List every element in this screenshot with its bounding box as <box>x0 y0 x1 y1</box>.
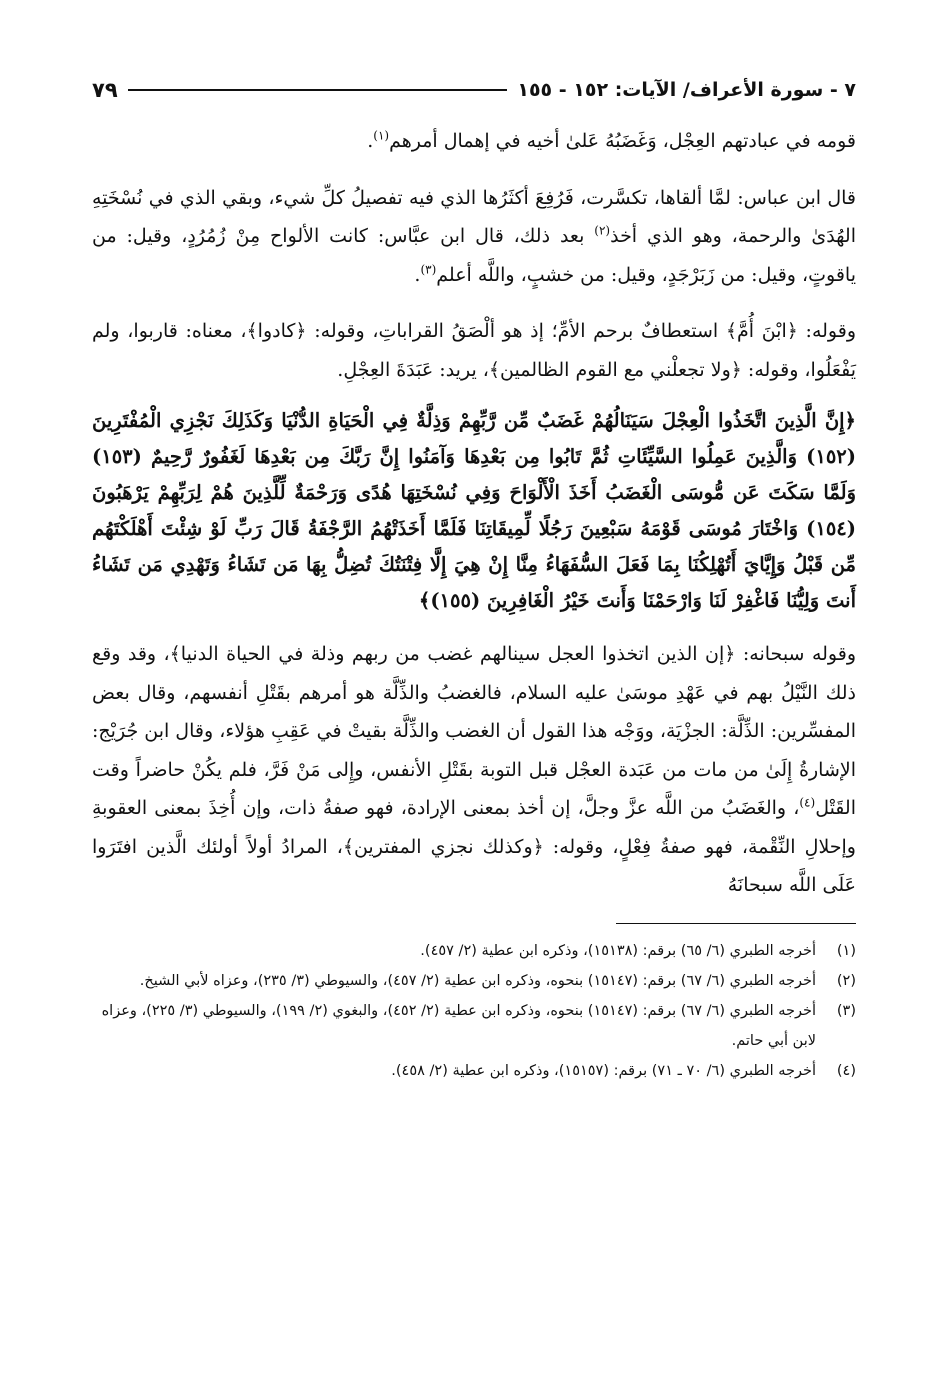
footnote-item <box>92 996 856 1056</box>
footnote-text: أخرجه الطبري (٦/ ٦٧) برقم: (١٥١٤٧) بنحوه، وذكره ابن عطية (٢/ ٤٥٧)، والسيوطي (٣/ ٢٣٥)، وعزاه لأبي الشيخ. <box>139 972 816 989</box>
footnote-item <box>92 1056 856 1086</box>
paragraph-4-text-b: ، والغَضَبُ من اللَّه عزَّ وجلَّ، إن أخذ بمعنى الإرادة، فهو صفةُ ذات، وإن أُخِذَ بمعنى العقوبةِ وإحلالِ النِّقْمة، فهو صفةُ فِعْلٍ، وقوله: ﴿وكذلك نجزي المفترين﴾، المرادُ أولاً أولئك الَّذين افتَرَوا عَلَى اللَّه سبحانَهُ <box>92 797 856 896</box>
paragraph-3: وقوله: ﴿ابْنَ أُمَّ﴾ استعطافٌ برحم الأمِّ؛ إذ هو ألْصَقُ القراباتِ، وقوله: ﴿كادوا﴾، معناه: قاربوا، ولم يَفْعَلُوا، وقوله: ﴿ولا تجعلْني مع القوم الظالمين﴾، يريد: عَبَدَةَ العِجْلِ. <box>92 320 856 381</box>
footnote-number: (٣) <box>836 1002 856 1019</box>
paragraph-2-text-b: بعد ذلك، قال ابن عبَّاس: كانت الألواح مِنْ زُمُرُدٍ، وقيل: من ياقوتٍ، وقيل: من زَبَرْجَدٍ، وقيل: من خشبٍ، واللَّه أعلم <box>92 225 856 286</box>
footnotes <box>92 936 856 1086</box>
paragraph-4 <box>92 635 856 905</box>
paragraph-1-text: قومه في عبادتهم العِجْل، وَغَضَبُهُ عَلىٰ أخيه في إهمال أمرهم <box>389 130 856 152</box>
footnote-text: أخرجه الطبري (٦/ ٧٠ ـ ٧١) برقم: (١٥١٥٧)، وذكره ابن عطية (٢/ ٤٥٨). <box>391 1062 816 1079</box>
footnote-ref-3[interactable]: (٣) <box>420 262 437 277</box>
footnote-text: أخرجه الطبري (٦/ ٦٧) برقم: (١٥١٤٧) بنحوه، وذكره ابن عطية (٢/ ٤٥٢)، والبغوي (٢/ ١٩٩)، والسيوطي (٣/ ٢٢٥)، وعزاه لابن أبي حاتم. <box>101 1002 816 1049</box>
page-number: ٧٩ <box>92 78 118 102</box>
header-rule <box>128 89 508 91</box>
surah-title: ٧ - سورة الأعراف/ الآيات: ١٥٢ - ١٥٥ <box>517 79 856 101</box>
footnote-number: (٤) <box>836 1062 856 1079</box>
paragraph-4-text-a: وقوله سبحانه: ﴿إن الذين اتخذوا العجل سينالهم غضب من ربهم وذلة في الحياة الدنيا﴾، وقد وقع ذلك النَّيْلُ بهم في عَهْدِ موسَىٰ عليه السلام، فالغضبُ والذِّلَّة هو أمرهم بقَتْلِ أنفسهم، وقال بعض المفسِّرين: الذِّلَّة: الجزْيَة، ووَجْه هذا القول أن الغضب والذِّلَّة بقيتْ في عَقِبِ هؤلاء، وقال ابن جُرَيْج: الإشارةُ إِلَىٰ من مات من عَبَدة العجْل قبل التوبة بقَتْلِ الأنفس، وإِلى مَنْ فَرَّ، فلم يكُنْ حاضراً وقت القَتْل <box>92 643 856 819</box>
paragraph-2-text-a: قال ابن عباس: لمَّا ألقاها، تكسَّرت، فَرُفِعَ أكثَرُها الذي فيه تفصيلُ كلِّ شيء، وبقي الذي في نُسْخَتِهِ الهُدَىٰ والرحمة، وهو الذي أخذ <box>92 186 857 247</box>
quran-verses: ﴿إِنَّ الَّذِينَ اتَّخَذُوا الْعِجْلَ سَيَنَالُهُمْ غَضَبٌ مِّن رَّبِّهِمْ وَذِلَّةٌ فِي الْحَيَاةِ الدُّنْيَا وَكَذَلِكَ نَجْزِي الْمُفْتَرِينَ (١٥٢) وَالَّذِينَ عَمِلُوا السَّيِّئَاتِ ثُمَّ تَابُوا مِن بَعْدِهَا وَآمَنُوا إِنَّ رَبَّكَ مِن بَعْدِهَا لَغَفُورٌ رَّحِيمٌ (١٥٣) وَلَمَّا سَكَتَ عَن مُّوسَى الْغَضَبُ أَخَذَ الْأَلْوَاحَ وَفِي نُسْخَتِهَا هُدًى وَرَحْمَةٌ لِّلَّذِينَ هُمْ لِرَبِّهِمْ يَرْهَبُونَ (١٥٤) وَاخْتَارَ مُوسَى قَوْمَهُ سَبْعِينَ رَجُلًا لِّمِيقَاتِنَا فَلَمَّا أَخَذَتْهُمُ الرَّجْفَةُ قَالَ رَبِّ لَوْ شِئْتَ أَهْلَكْتَهُم مِّن قَبْلُ وَإِيَّايَ أَتُهْلِكُنَا بِمَا فَعَلَ السُّفَهَاءُ مِنَّا إِنْ هِيَ إِلَّا فِتْنَتُكَ تُضِلُّ بِهَا مَن تَشَاءُ وَتَهْدِي مَن تَشَاءُ أَنتَ وَلِيُّنَا فَاغْفِرْ لَنَا وَارْحَمْنَا وَأَنتَ خَيْرُ الْغَافِرِينَ (١٥٥)﴾ <box>92 409 856 612</box>
page-header <box>92 70 856 110</box>
footnote-item <box>92 936 856 966</box>
footnote-item <box>92 966 856 996</box>
paragraph-1 <box>92 122 856 161</box>
footnote-text: أخرجه الطبري (٦/ ٦٥) برقم: (١٥١٣٨)، وذكره ابن عطية (٢/ ٤٥٧). <box>420 942 816 959</box>
paragraph-2-end: . <box>414 263 421 286</box>
footnote-number: (١) <box>836 942 856 959</box>
paragraph-2 <box>92 179 856 295</box>
footnote-number: (٢) <box>836 972 856 989</box>
paragraph-1-end: . <box>367 130 374 152</box>
footnote-ref-1[interactable]: (١) <box>373 128 390 143</box>
footnote-ref-4[interactable]: (٤) <box>799 795 816 810</box>
book-page <box>92 70 856 1086</box>
footnote-separator <box>616 923 856 924</box>
footnote-ref-2[interactable]: (٢) <box>594 223 611 238</box>
